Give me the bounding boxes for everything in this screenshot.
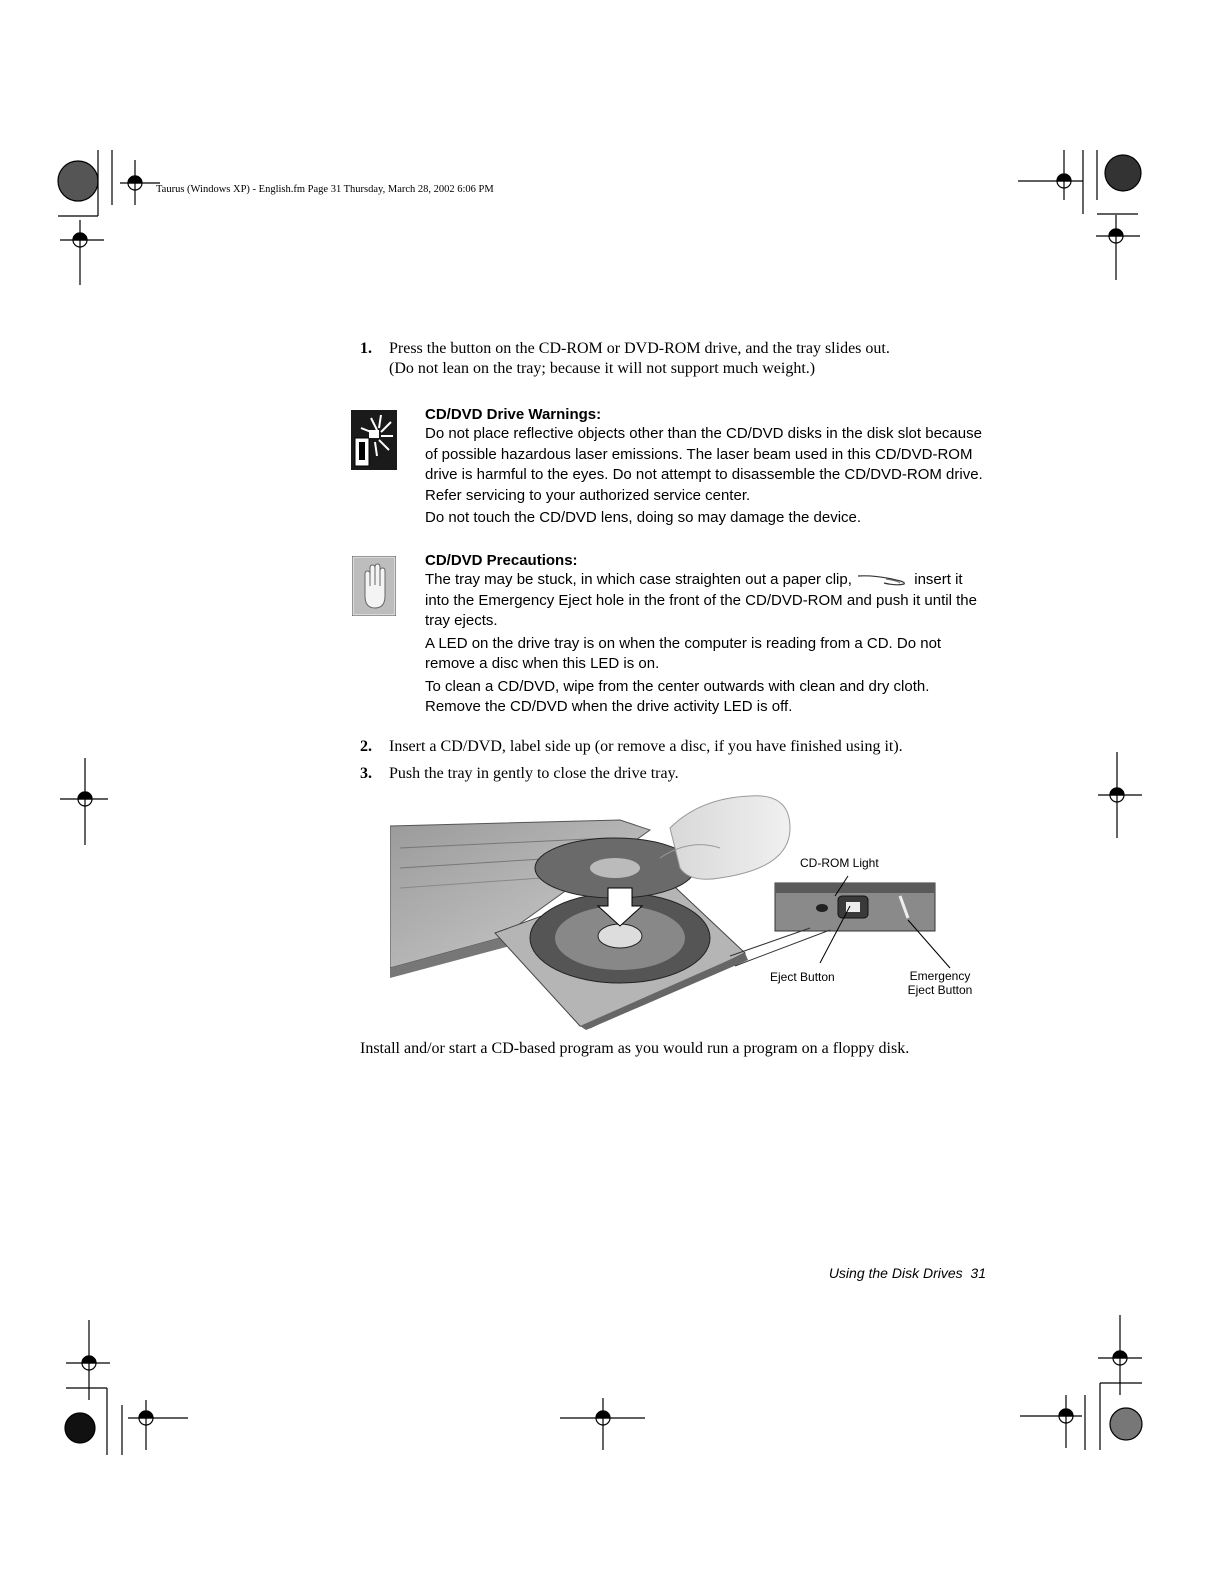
precaution-paragraph: A LED on the drive tray is on when the computer is reading from a CD. Do not remove a disc when this LED is on. — [425, 634, 942, 672]
warning-paragraph: Do not touch the CD/DVD lens, doing so may damage the device. — [425, 509, 862, 526]
step-1 — [360, 338, 1000, 384]
label-emergency-eject — [895, 969, 985, 997]
footer-section-title: Using the Disk Drives — [828, 1265, 963, 1281]
crop-mark-middle-left — [60, 758, 108, 845]
warning-icon-box — [351, 410, 397, 470]
step-number: 3. — [360, 765, 372, 782]
precaution-note — [425, 551, 985, 720]
precaution-title: CD/DVD Precautions: — [425, 552, 578, 569]
paper-clip-icon — [856, 573, 910, 587]
warning-title: CD/DVD Drive Warnings: — [425, 406, 602, 423]
precaution-text: The tray may be stuck, in which case straighten out a paper clip, — [425, 571, 852, 588]
step-text: Push the tray in gently to close the drive tray. — [389, 765, 679, 782]
warning-note — [425, 405, 985, 531]
cd-tray-figure — [390, 788, 990, 1033]
warning-paragraph: Do not place reflective objects other than the CD/DVD disks in the disk slot because of possible hazardous laser emissions. The laser beam used in this CD/DVD-ROM drive is harmful to the eyes. Do not attempt to disassemble the CD/DVD-ROM drive. Refer servicing to your authorized service center. — [425, 425, 983, 504]
label-eject-button: Eject Button — [770, 970, 835, 984]
closing-paragraph: Install and/or start a CD-based program as you would run a program on a floppy disk. — [360, 1040, 910, 1057]
crop-mark-top-left — [58, 150, 160, 285]
crop-mark-bottom-center — [560, 1398, 645, 1450]
print-header: Taurus (Windows XP) - English.fm Page 31 Thursday, March 28, 2002 6:06 PM — [156, 184, 494, 195]
label-emergency-line-2: Eject Button — [907, 983, 973, 997]
crop-mark-bottom-right — [1020, 1315, 1142, 1450]
precaution-paragraph: To clean a CD/DVD, wipe from the center outwards with clean and dry cloth. Remove the CD/DVD when the drive activity LED is off. — [425, 677, 930, 715]
precaution-icon-box — [352, 556, 396, 616]
label-cd-rom-light: CD-ROM Light — [800, 856, 879, 870]
label-emergency-line-1: Emergency — [909, 969, 971, 983]
step-text: Insert a CD/DVD, label side up (or remove a disc, if you have finished using it). — [389, 738, 903, 755]
laser-warning-icon — [351, 410, 397, 470]
step-text-line-2: (Do not lean on the tray; because it will not support much weight.) — [389, 360, 816, 377]
crop-mark-top-right — [1018, 150, 1141, 280]
page-footer — [760, 1265, 986, 1281]
step-2 — [360, 736, 1000, 760]
step-number: 2. — [360, 738, 372, 755]
footer-page-number: 31 — [970, 1265, 986, 1281]
precaution-paragraph — [425, 570, 985, 632]
precaution-text: insert it into the Emergency Eject hole in the front of the CD/DVD-ROM and push it until the tray ejects. — [425, 571, 977, 629]
step-3 — [360, 763, 1000, 787]
step-number: 1. — [360, 340, 372, 357]
stop-hand-icon — [352, 556, 396, 616]
crop-mark-bottom-left — [65, 1320, 188, 1455]
crop-mark-middle-right — [1098, 752, 1142, 838]
step-text-line-1: Press the button on the CD-ROM or DVD-ROM drive, and the tray slides out. — [389, 340, 890, 357]
